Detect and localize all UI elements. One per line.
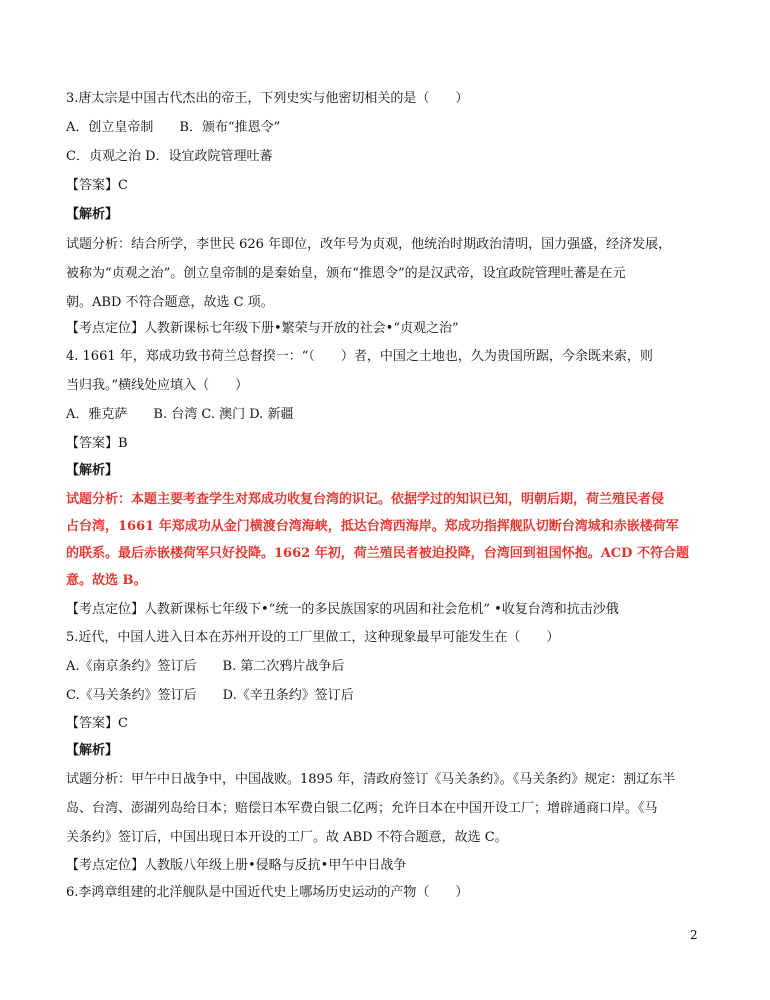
- q4-analysis-line-4: 意。故选 B。: [66, 573, 147, 588]
- q3-question: 3.唐太宗是中国古代杰出的帝王，下列史实与他密切相关的是（ ）: [66, 91, 469, 106]
- q5-analysis-line-2: 岛、台湾、澎湖列岛给日本；赔偿日本军费白银二亿两；允许日本在中国开设工厂；增辟通商口岸。《马: [66, 801, 658, 816]
- q4-answer: 【答案】B: [66, 436, 128, 451]
- q4-analysis-title: 【解析】: [66, 463, 119, 478]
- q3-analysis-line-3: 朝。ABD 不符合题意，故选 C 项。: [66, 295, 274, 310]
- q5-kaodian: 【考点定位】人教版八年级上册•侵略与反抗•甲午中日战争: [66, 858, 407, 873]
- q5-question: 5.近代，中国人进入日本在苏州开设的工厂里做工，这种现象最早可能发生在（ ）: [66, 630, 560, 645]
- q5-analysis-line-3: 关条约》签订后，中国出现日本开设的工厂。故 ABD 不符合题意，故选 C。: [66, 830, 508, 845]
- q3-analysis-line-1: 试题分析：结合所学，李世民 626 年即位，改年号为贞观，他统治时期政治清明，国力强盛，经济发展，: [66, 237, 672, 252]
- q4-analysis-line-2: 占台湾，1661 年郑成功从金门横渡台湾海峡，抵达台湾西海岸。郑成功指挥舰队切断台湾城和赤嵌楼荷军: [66, 519, 679, 534]
- q4-analysis-line-3: 的联系。最后赤嵌楼荷军只好投降。1662 年初，荷兰殖民者被迫投降，台湾回到祖国怀抱。ACD 不符合题: [66, 546, 689, 561]
- q5-analysis-line-1: 试题分析：甲午中日战争中，中国战败。1895 年，清政府签订《马关条约》。《马关条约》规定：割辽东半: [66, 772, 676, 787]
- q5-options-ab: A.《南京条约》签订后 B. 第二次鸦片战争后: [66, 659, 345, 674]
- page-number: 2: [690, 928, 698, 942]
- q4-question-line-2: 当归我。”横线处应填入（ ）: [66, 378, 249, 393]
- q3-options-cd: C．贞观之治 D．设宜政院管理吐蕃: [66, 149, 273, 164]
- q3-answer: 【答案】C: [66, 178, 128, 193]
- q6-question: 6.李鸿章组建的北洋舰队是中国近代史上哪场历史运动的产物（ ）: [66, 885, 469, 900]
- q3-analysis-title: 【解析】: [66, 207, 119, 222]
- q3-kaodian: 【考点定位】人教新课标七年级下册•繁荣与开放的社会•“贞观之治”: [66, 321, 459, 336]
- q4-analysis-line-1: 试题分析：本题主要考查学生对郑成功收复台湾的识记。依据学过的知识已知，明朝后期，荷兰殖民者侵: [66, 492, 665, 507]
- q5-answer: 【答案】C: [66, 716, 128, 731]
- q5-options-cd: C.《马关条约》签订后 D.《辛丑条约》签订后: [66, 688, 354, 703]
- q3-analysis-line-2: 被称为“贞观之治”。创立皇帝制的是秦始皇，颁布“推恩令”的是汉武帝，设宜政院管理吐蕃是在元: [66, 266, 626, 281]
- q3-options-ab: A．创立皇帝制 B．颁布“推恩令”: [66, 120, 281, 135]
- q4-options: A．雅克萨 B. 台湾 C. 澳门 D. 新疆: [66, 407, 294, 422]
- q5-analysis-title: 【解析】: [66, 743, 119, 758]
- q4-kaodian: 【考点定位】人教新课标七年级下•“统一的多民族国家的巩固和社会危机” •收复台湾和抗击沙俄: [66, 602, 619, 617]
- q4-question-line-1: 4. 1661 年，郑成功致书荷兰总督揆一：“（ ）者，中国之土地也，久为贵国所踞，今余既来索，则: [66, 349, 653, 364]
